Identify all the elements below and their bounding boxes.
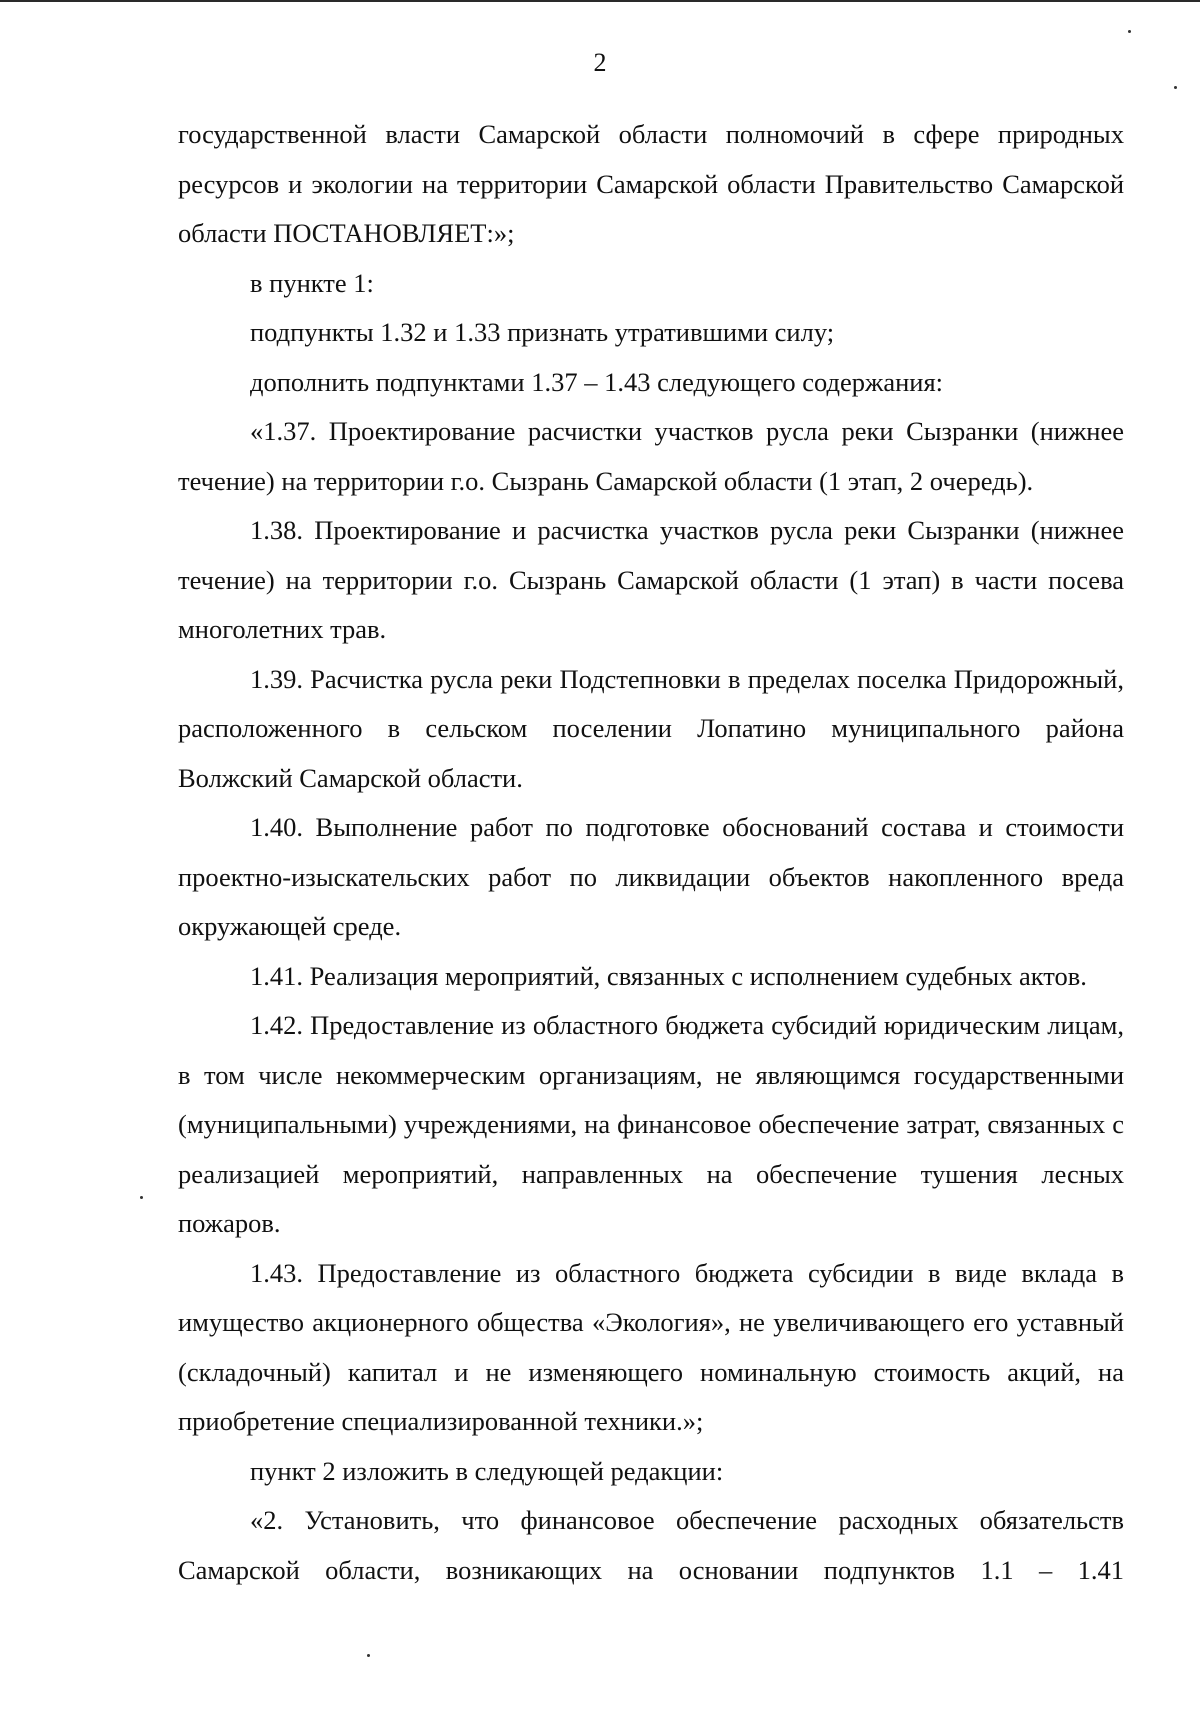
paragraph-1-39: 1.39. Расчистка русла реки Подстепновки в пределах поселка Придорожный, расположенного в сельском поселении Лопатино муниципального района Волжский Самарской области. — [178, 663, 1124, 793]
paragraph-1-38: 1.38. Проектирование и расчистка участков русла реки Сызранки (нижнее течение) на территории г.о. Сызрань Самарской области (1 этап) в части посева многолетних трав. — [178, 515, 1124, 644]
paragraph-1-42: 1.42. Предоставление из областного бюджета субсидий юридическим лицам, в том числе некоммерческим организациям, не являющимся государственными (муниципальными) учреждениями, на финансовое обеспечение затрат, связанных с реализацией мероприятий, направленных на обеспечение тушения лесных пожаров. — [178, 1010, 1124, 1238]
paragraph-point-1: в пункте 1: — [250, 267, 374, 298]
scan-speck — [1128, 30, 1131, 33]
paragraph-1-43: 1.43. Предоставление из областного бюджета субсидии в виде вклада в имущество акционерного общества «Экология», не увеличивающего его уставный (складочный) капитал и не изменяющего номинальную стоимость акций, на приобретение специализированной техники.»; — [178, 1257, 1124, 1436]
paragraph-point-2-intro: пункт 2 изложить в следующей редакции: — [250, 1455, 724, 1486]
paragraph-add-subpoints: дополнить подпунктами 1.37 – 1.43 следующего содержания: — [250, 366, 944, 397]
paragraph-point-2-text: «2. Установить, что финансовое обеспечение расходных обязательств Самарской области, возникающих на основании подпунктов 1.1 – 1.41 — [178, 1505, 1124, 1585]
paragraph-1-40: 1.40. Выполнение работ по подготовке обоснований состава и стоимости проектно-изыскательских работ по ликвидации объектов накопленного вреда окружающей среде. — [178, 812, 1124, 941]
top-rule — [0, 0, 1200, 2]
page-number: 2 — [593, 48, 607, 77]
paragraph-1-41: 1.41. Реализация мероприятий, связанных с исполнением судебных актов. — [250, 960, 1087, 991]
scan-speck — [1174, 86, 1177, 89]
scan-speck — [367, 1654, 370, 1657]
paragraph-subpoints-repealed: подпункты 1.32 и 1.33 признать утратившими силу; — [250, 317, 835, 347]
paragraph-continuation: государственной власти Самарской области полномочий в сфере природных ресурсов и экологии на территории Самарской области Правительство Самарской области ПОСТАНОВЛЯЕТ:»; — [178, 119, 1124, 248]
document-body — [178, 110, 1124, 1595]
paragraph-1-37: «1.37. Проектирование расчистки участков русла реки Сызранки (нижнее течение) на территории г.о. Сызрань Самарской области (1 этап, 2 очередь). — [178, 416, 1124, 496]
scan-speck — [140, 1196, 143, 1199]
